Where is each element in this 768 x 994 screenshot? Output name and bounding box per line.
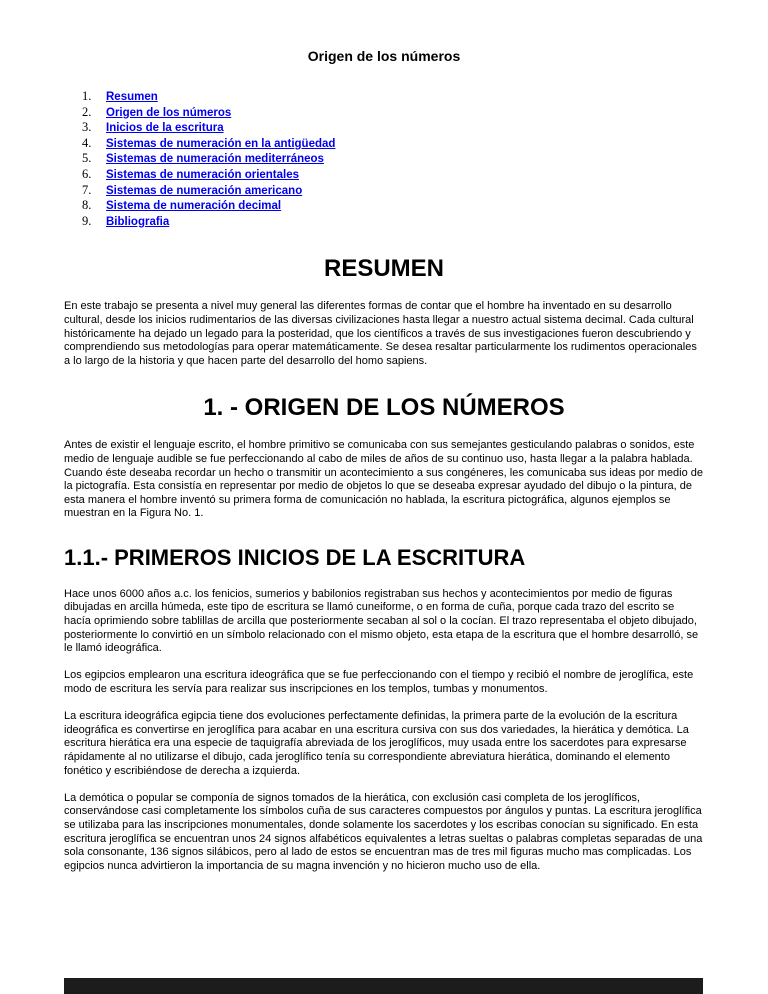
- toc-link-inicios-de-la-escritura[interactable]: Inicios de la escritura: [106, 122, 224, 135]
- table-of-contents: [82, 89, 704, 229]
- paragraph-escritura-2: Los egipcios emplearon una escritura ideográfica que se fue perfeccionando con el tiempo y recibió el nombre de jeroglífica, este modo de escritura les servía para realizar sus inscripciones en los templos, tumbas y monumentos.: [64, 669, 694, 696]
- section-heading-resumen: RESUMEN: [323, 255, 444, 283]
- toc-number: 1.: [82, 89, 92, 103]
- paragraph-escritura-4: La demótica o popular se componía de signos tomados de la hierática, con exclusión casi completa de los jeroglíficos, conservándose casi completamente los símbolos cuña de sus caracteres compuestos por ángulos y puntas. La escritura jeroglífica se utilizaba para las inscripciones monumentales, donde solamente los sacerdotes y los escribas conocían su significado. En esta escritura jeroglífica se encuentran unos 24 signos alfabéticos equivalentes a letras sueltas o palabras completas separadas de una sola consonante, 136 signos silábicos, pero al lado de estos se encuentran mas de tres mil figuras mucho mas complicadas. Los egipcios nunca advirtieron la importancia de su magna invención y no hicieron mucho uso de ella.: [64, 791, 703, 872]
- toc-number: 6.: [82, 166, 92, 181]
- toc-number: 7.: [82, 182, 92, 197]
- toc-number: 3.: [82, 120, 92, 135]
- toc-number: 9.: [82, 213, 92, 228]
- toc-item: [82, 105, 704, 121]
- paragraph-escritura-1: Hace unos 6000 años a.c. los fenicios, sumerios y babilonios registraban sus hechos y acontecimientos por medio de figuras dibujadas en arcilla húmeda, este tipo de escritura se llamó cuneiforme, o en forma de cuña, porque cada trazo del escrito se hacía oprimiendo sobre tablillas de arcilla que posteriormente secaban al sol o la cocían. El trazo representaba el objeto dibujado, posteriormente lo convirtió en un símbolo relacionado con el mismo objeto, esta etapa de la escritura que el hombre desarrolló, se le llamó ideográfica.: [64, 587, 699, 655]
- paragraph-escritura-3: La escritura ideográfica egipcia tiene dos evoluciones perfectamente definidas, la primera parte de la evolución de la escritura ideográfica es convertirse en jeroglífica para acabar en una escritura cursiva con sus dos variedades, la hierática y demótica. La escritura hierática era una especie de taquigrafía abreviada de los jeroglíficos, muy usada entre los sacerdotes para expresarse rápidamente al no utilizarse el dibujo, cada jeroglífico tenía su correspondiente abreviatura hierática, dominando el elemento fonético y escribiéndose de derecha a izquierda.: [64, 710, 689, 777]
- toc-item: [82, 183, 704, 199]
- paragraph-origen: Antes de existir el lenguaje escrito, el hombre primitivo se comunicaba con sus semejantes gesticulando palabras o sonidos, este medio de lenguaje audible se fue perfeccionando al cabo de miles de años de su continuo uso, hasta llegar a la palabra hablada. Cuando éste deseaba recordar un hecho o transmitir un acontecimiento a sus congéneres, les comunicaba sus ideas por medio de la pictografía. Esta consistía en representar por medio de objetos lo que se deseaba expresar ayudado del dibujo o la pintura, de esta manera el hombre inventó su primera forma de comunicación no hablada, la escritura pictográfica, algunos ejemplos se muestran en la Figura No. 1.: [64, 439, 703, 520]
- toc-item: [82, 89, 704, 105]
- document-title: Origen de los números: [307, 48, 461, 64]
- toc-number: 5.: [82, 151, 92, 166]
- toc-link-origen-de-los-numeros[interactable]: Origen de los números: [106, 106, 232, 119]
- paragraph-resumen: En este trabajo se presenta a nivel muy general las diferentes formas de contar que el hombre ha inventado en su desarrollo cultural, desde los inicios rudimentarios de las diversas civilizaciones hasta llegar a nuestro actual sistema decimal. Cada cultural históricamente ha dejado un legado para la posteridad, que los científicos a través de sus investigaciones fueron descubriendo y comprendiendo sus metodologías para operar matemáticamente. Se desea resaltar particularmente los rudimentos operacionales a lo largo de la historia y que hacen parte del desarrollo del homo sapiens.: [64, 300, 697, 367]
- toc-item: [82, 167, 704, 183]
- toc-link-sistemas-numeracion-orientales[interactable]: Sistemas de numeración orientales: [106, 168, 300, 181]
- section-heading-origen-de-los-numeros: 1. - ORIGEN DE LOS NÚMEROS: [203, 394, 565, 422]
- toc-link-sistemas-numeracion-antiguedad[interactable]: Sistemas de numeración en la antigüedad: [106, 137, 336, 150]
- toc-number: 4.: [82, 135, 92, 150]
- toc-link-sistemas-numeracion-mediterraneos[interactable]: Sistemas de numeración mediterráneos: [106, 153, 324, 166]
- toc-item: [82, 214, 704, 230]
- toc-number: 2.: [82, 104, 92, 119]
- toc-link-sistemas-numeracion-americano[interactable]: Sistemas de numeración americano: [106, 184, 303, 197]
- toc-item: [82, 198, 704, 214]
- toc-item: [82, 136, 704, 152]
- toc-number: 8.: [82, 198, 92, 213]
- toc-item: [82, 151, 704, 167]
- toc-item: [82, 120, 704, 136]
- bottom-image-strip: [64, 978, 703, 994]
- toc-link-resumen[interactable]: Resumen: [106, 91, 158, 103]
- toc-link-sistema-numeracion-decimal[interactable]: Sistema de numeración decimal: [106, 200, 282, 213]
- section-heading-primeros-inicios-escritura: 1.1.- PRIMEROS INICIOS DE LA ESCRITURA: [64, 544, 526, 570]
- toc-link-bibliografia[interactable]: Bibliografia: [106, 215, 170, 228]
